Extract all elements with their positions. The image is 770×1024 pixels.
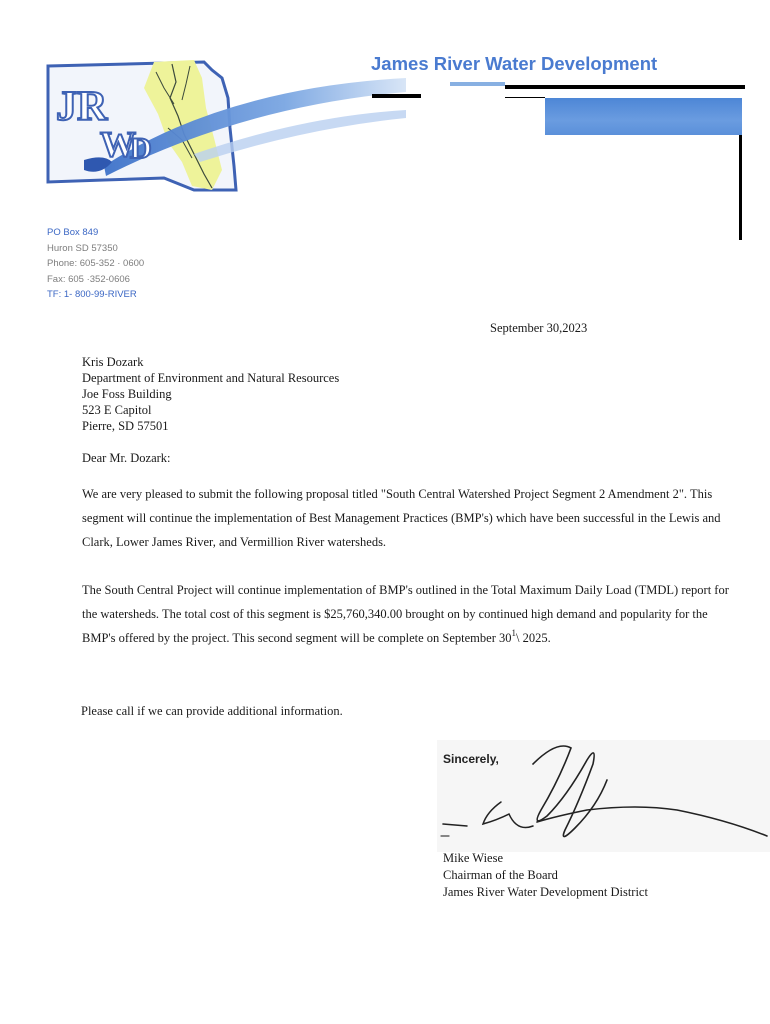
handwritten-signature [437, 740, 770, 852]
closing: Sincerely, [443, 752, 499, 766]
toll-free-number: TF: 1- 800-99-RIVER [47, 289, 137, 300]
phone-number: Phone: 605-352 · 0600 [47, 258, 145, 269]
paragraph-2-text: The South Central Project will continue implementation of BMP's outlined in the Total Maximum Daily Load (TMDL) report for the watersheds. The total cost of this segment is $25,760,340.00 brought on by continued high demand and popularity for the BMP's offered by the project. This second segment will be complete on September [82, 583, 729, 645]
body-paragraph-1: We are very pleased to submit the following proposal titled "South Central Watershed Project Segment 2 Amendment 2". This segment will continue the implementation of Best Management Practices (BMP's) which have been successful in the Lewis and Clark, Lower James River, and Vermillion River watersheds. [82, 487, 721, 549]
header-rule-short [372, 94, 421, 98]
header-thin-rule [505, 97, 545, 98]
recipient-line: Department of Environment and Natural Resources [82, 371, 340, 385]
header-vertical-rule [739, 135, 742, 240]
recipient-line: Joe Foss Building [82, 387, 172, 401]
organization-name: James River Water Development [371, 53, 658, 74]
letter-date: September 30,2023 [490, 321, 588, 335]
svg-text:D: D [130, 132, 152, 165]
fax-number: Fax: 605 ·352-0606 [47, 273, 130, 285]
recipient-line: Pierre, SD 57501 [82, 419, 169, 433]
header-rule [505, 85, 745, 89]
recipient-address [82, 354, 339, 434]
salutation: Dear Mr. Dozark: [82, 451, 171, 465]
signer-name: Mike Wiese [443, 851, 504, 865]
contact-block [47, 225, 144, 303]
po-box: PO Box 849 [47, 227, 99, 238]
signer-block [443, 850, 648, 901]
signer-title: Chairman of the Board [443, 868, 558, 882]
svg-text:W: W [100, 124, 136, 164]
logo-lettering: JR [56, 84, 108, 130]
jrwdd-logo [44, 58, 406, 198]
header-accent-bar [450, 82, 505, 86]
body-paragraph-3: Please call if we can provide additional information. [81, 704, 343, 718]
recipient-line: 523 E Capitol [82, 403, 152, 417]
header-blue-band [545, 98, 742, 135]
signer-organization: James River Water Development District [443, 885, 648, 899]
completion-year: \ 2025. [515, 631, 551, 645]
body-paragraph-2 [82, 578, 732, 651]
completion-day: 30 [498, 631, 512, 645]
completion-day-superscript: 1 [511, 628, 516, 638]
recipient-line: Kris Dozark [82, 355, 144, 369]
city-state-zip: Huron SD 57350 [47, 242, 118, 254]
